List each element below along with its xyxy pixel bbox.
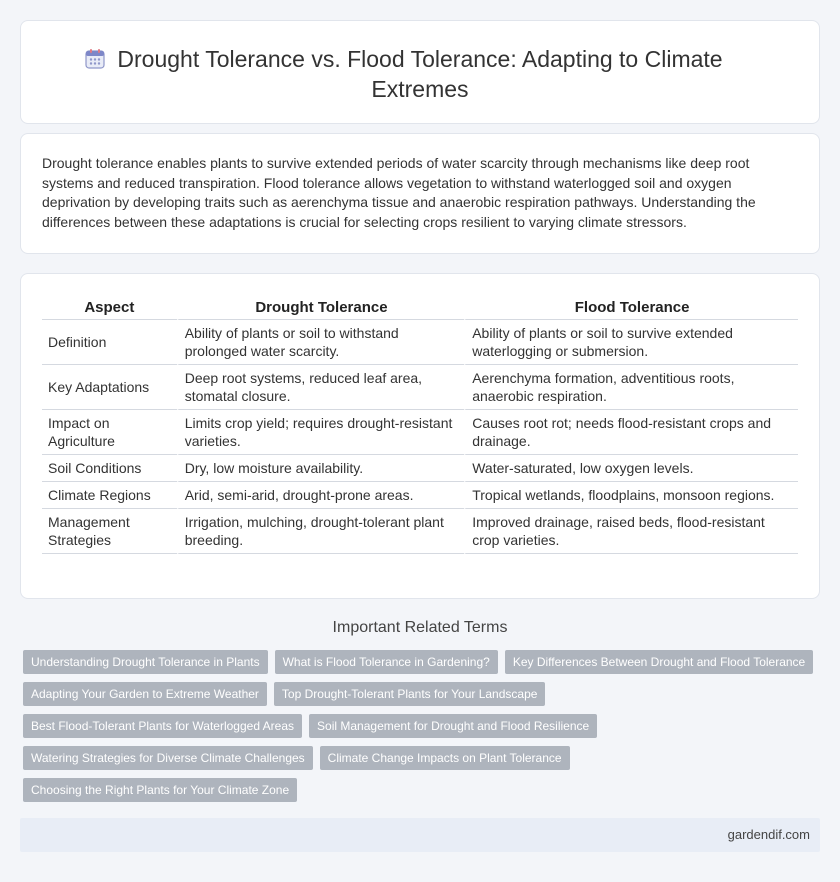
row-aspect: Key Adaptations [42,365,177,410]
related-term-link[interactable]: Watering Strategies for Diverse Climate Challenges [23,746,313,770]
row-flood: Improved drainage, raised beds, flood-resistant crop varieties. [464,509,798,554]
row-aspect: Climate Regions [42,482,177,509]
row-flood: Tropical wetlands, floodplains, monsoon regions. [464,482,798,509]
table-row [42,365,798,410]
intro-paragraph: Drought tolerance enables plants to survive extended periods of water scarcity through mechanisms like deep root systems and reduced transpiration. Flood tolerance allows vegetation to withstand waterlogged soil and oxygen deprivation by developing traits such as aerenchyma tissue and anaerobic respiration pathways. Understanding the differences between these adaptations is crucial for selecting crops resilient to varying climate stressors. [42,155,756,230]
row-flood: Causes root rot; needs flood-resistant crops and drainage. [464,410,798,455]
table-row [42,410,798,455]
row-drought: Deep root systems, reduced leaf area, stomatal closure. [177,365,465,410]
row-flood: Aerenchyma formation, adventitious roots, anaerobic respiration. [464,365,798,410]
row-drought: Limits crop yield; requires drought-resistant varieties. [177,410,465,455]
related-terms-list [23,650,813,810]
footer-site-link[interactable]: gardendif.com [727,827,810,842]
table-row [42,509,798,554]
row-aspect: Definition [42,320,177,365]
table-header-row [42,295,798,320]
row-drought: Arid, semi-arid, drought-prone areas. [177,482,465,509]
header-drought: Drought Tolerance [177,295,465,320]
related-term-link[interactable]: Understanding Drought Tolerance in Plants [23,650,268,674]
row-drought: Dry, low moisture availability. [177,455,465,482]
related-term-link[interactable]: What is Flood Tolerance in Gardening? [275,650,498,674]
related-term-link[interactable]: Climate Change Impacts on Plant Tolerance [320,746,570,770]
row-flood: Ability of plants or soil to survive extended waterlogging or submersion. [464,320,798,365]
comparison-table-card [20,273,820,599]
header-card [20,20,820,124]
row-flood: Water-saturated, low oxygen levels. [464,455,798,482]
row-aspect: Impact on Agriculture [42,410,177,455]
row-aspect: Soil Conditions [42,455,177,482]
table-row [42,455,798,482]
related-term-link[interactable]: Best Flood-Tolerant Plants for Waterlogged Areas [23,714,302,738]
related-terms-title: Important Related Terms [332,619,508,636]
intro-card [20,133,820,254]
header-flood: Flood Tolerance [464,295,798,320]
header-aspect: Aspect [42,295,177,320]
comparison-table [42,295,798,554]
footer [20,818,820,852]
row-drought: Ability of plants or soil to withstand prolonged water scarcity. [177,320,465,365]
row-drought: Irrigation, mulching, drought-tolerant plant breeding. [177,509,465,554]
table-row [42,320,798,365]
related-term-link[interactable]: Soil Management for Drought and Flood Resilience [309,714,597,738]
page-title: Drought Tolerance vs. Flood Tolerance: Adapting to Climate Extremes [117,46,723,102]
table-row [42,482,798,509]
related-term-link[interactable]: Top Drought-Tolerant Plants for Your Landscape [274,682,546,706]
related-term-link[interactable]: Choosing the Right Plants for Your Climate Zone [23,778,297,802]
related-term-link[interactable]: Key Differences Between Drought and Flood Tolerance [505,650,813,674]
row-aspect: Management Strategies [42,509,177,554]
related-term-link[interactable]: Adapting Your Garden to Extreme Weather [23,682,267,706]
